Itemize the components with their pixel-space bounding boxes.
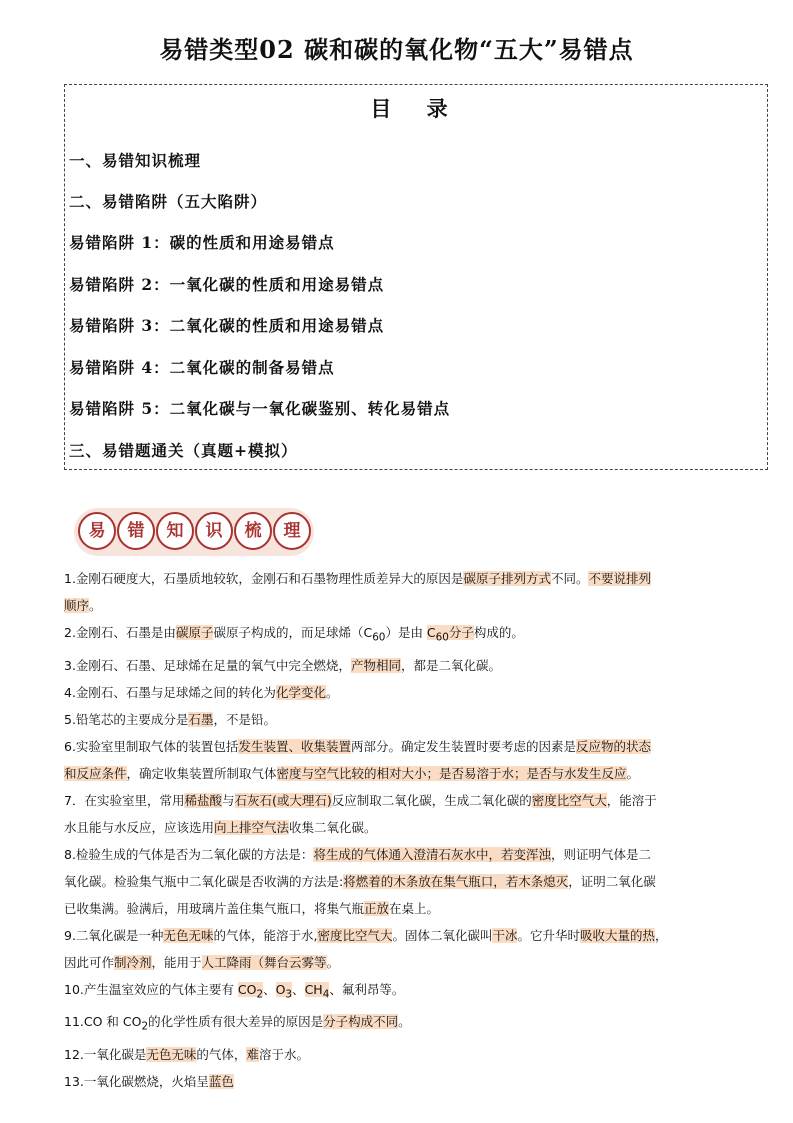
toc-item: 三、易错题通关（真题+模拟） [69,441,298,460]
point-9: 9.二氧化碳是一种无色无味的气体，能溶于水,密度比空气大。固体二氧化碳叫干冰。它升华时吸收大量的热， 因此可作制冷剂，能用于人工降雨（舞台云雾等。 [64,927,668,970]
section-badge-char: 理 [273,512,311,550]
section-badge-char: 梳 [234,512,272,550]
section-badge-char: 易 [78,512,116,550]
toc-item: 二、易错陷阱（五大陷阱） [69,192,268,211]
knowledge-points [64,565,740,1095]
toc-item: 易错陷阱 4：二氧化碳的制备易错点 [69,358,335,377]
point-1: 1.金刚石硬度大，石墨质地较软，金刚石和石墨物理性质差异大的原因是碳原子排列方式不同。不要说排列 顺序。 [64,571,651,613]
toc-item: 易错陷阱 5：二氧化碳与一氧化碳鉴别、转化易错点 [69,399,451,418]
point-2: 2.金刚石、石墨是由碳原子碳原子构成的，而足球烯$(C_{60})$是由 $C_{60}$分子构成的。 [64,625,524,644]
point-12: 12.一氧化碳是无色无味的气体，难溶于水。 [64,1046,309,1062]
point-4: 4.金刚石、石墨与足球烯之间的转化为化学变化。 [64,684,339,700]
point-10: 10.产生温室效应的气体主要有 $CO_2$、$O_3$、$CH_4$、氟利昂等。 [64,981,405,1000]
section-badge [74,508,314,556]
point-11: 11.CO 和 $CO_2$的化学性质有很大差异的原因是分子构成不同。 [64,1014,411,1033]
table-of-contents [64,84,768,470]
toc-item: 一、易错知识梳理 [69,151,202,170]
point-8: 8.检验生成的气体是否为二氧化碳的方法是：将生成的气体通入澄清石灰水中，若变浑浊，则证明气体是二 氧化碳。检验集气瓶中二氧化碳是否收满的方法是:将燃着的木条放在集气瓶口，若木条熄灭，证明二氧化碳 已收集满。验满后，用玻璃片盖住集气瓶口，将集气瓶正放在桌上。 [64,846,656,916]
point-7: 7．在实验室里，常用稀盐酸与石灰石(或大理石)反应制取二氧化碳，生成二氧化碳的密度比空气大，能溶于 水且能与水反应，应该选用向上排空气法收集二氧化碳。 [64,792,657,835]
point-3: 3.金刚石、石墨、足球烯在足量的氧气中完全燃烧，产物相同，都是二氧化碳。 [64,657,501,673]
point-6: 6.实验室里制取气体的装置包括发生装置、收集装置两部分。确定发生装置时要考虑的因素是反应物的状态 和反应条件，确定收集装置所制取气体密度与空气比较的相对大小；是否易溶于水；是否与水发生反应。 [64,738,651,781]
page-title: 易错类型02 碳和碳的氧化物“五大”易错点 [159,35,634,64]
point-5: 5.铅笔芯的主要成分是石墨，不是铅。 [64,711,276,727]
toc-item: 易错陷阱 1：碳的性质和用途易错点 [69,233,335,252]
toc-item: 易错陷阱 2：一氧化碳的性质和用途易错点 [69,275,385,294]
toc-item: 易错陷阱 3：二氧化碳的性质和用途易错点 [69,316,385,335]
section-badge-char: 错 [117,512,155,550]
toc-heading: 目 录 [370,96,462,121]
point-13: 13.一氧化碳燃烧，火焰呈蓝色 [64,1073,234,1089]
section-badge-char: 知 [156,512,194,550]
section-badge-char: 识 [195,512,233,550]
